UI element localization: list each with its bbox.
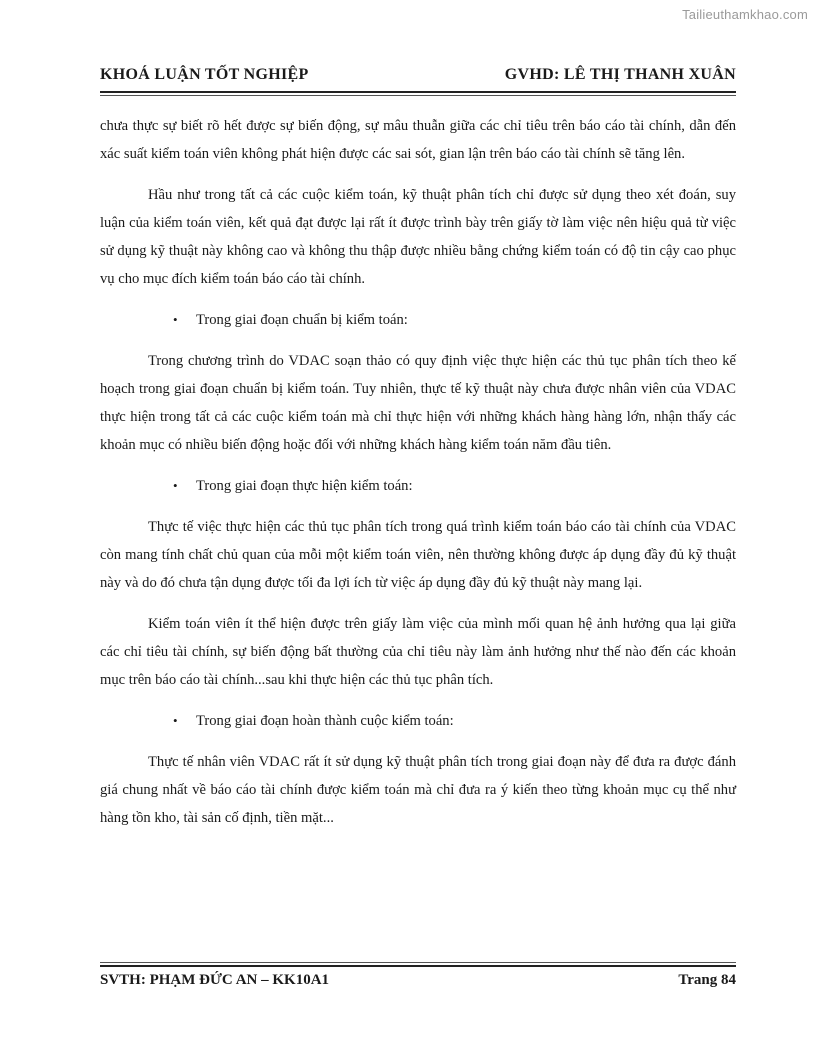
paragraph-6: Thực tế nhân viên VDAC rất ít sử dụng kỹ thuật phân tích trong giai đoạn này để đưa ra được đánh giá chung nhất về báo cáo tài chính được kiểm toán mà chỉ đưa ra ý kiến theo từng khoản mục cụ thể như hàng tồn kho, tài sản cố định, tiền mặt...: [100, 754, 736, 826]
page-footer: [100, 972, 736, 994]
page-body: [100, 112, 736, 832]
page-header: [100, 66, 736, 90]
bullet-label: Trong giai đoạn thực hiện kiểm toán:: [196, 478, 413, 494]
footer-rule: [100, 965, 736, 967]
header-rule: [100, 91, 736, 93]
bullet-icon: •: [173, 312, 178, 327]
bullet-completion: [100, 707, 736, 735]
paragraph-5: Kiểm toán viên ít thể hiện được trên giấy làm việc của mình mối quan hệ ảnh hưởng qua lại giữa các chỉ tiêu tài chính, sự biến động bất thường của chỉ tiêu này làm ảnh hưởng như thế nào đến các khoản mục trên báo cáo tài chính...sau khi thực hiện các thủ tục phân tích.: [100, 616, 736, 688]
bullet-execution: [100, 472, 736, 500]
paragraph-1: chưa thực sự biết rõ hết được sự biến động, sự mâu thuẫn giữa các chỉ tiêu trên báo cáo tài chính, dẫn đến xác suất kiểm toán viên không phát hiện được các sai sót, gian lận trên báo cáo tài chính sẽ tăng lên.: [100, 118, 736, 162]
watermark: Tailieuthamkhao.com: [682, 7, 808, 22]
footer-author: SVTH: PHẠM ĐỨC AN – KK10A1: [100, 972, 330, 988]
bullet-preparation: [100, 306, 736, 334]
paragraph-4: Thực tế việc thực hiện các thủ tục phân tích trong quá trình kiểm toán báo cáo tài chính của VDAC còn mang tính chất chủ quan của mỗi một kiểm toán viên, nên thường không được áp dụng đầy đủ kỹ thuật này và do đó chưa tận dụng được tối đa lợi ích từ việc áp dụng đầy đủ kỹ thuật này mang lại.: [100, 519, 736, 591]
header-rule-thin: [100, 95, 736, 96]
paragraph-3: Trong chương trình do VDAC soạn thảo có quy định việc thực hiện các thủ tục phân tích theo kế hoạch trong giai đoạn chuẩn bị kiểm toán. Tuy nhiên, thực tế kỹ thuật này chưa được nhân viên của VDAC thực hiện trong tất cả các cuộc kiểm toán mà chỉ thực hiện với những khách hàng hàng lớn, nhận thấy các khoản mục có nhiều biến động hoặc đối với những khách hàng kiểm toán năm đầu tiên.: [100, 353, 736, 453]
page-number: Trang 84: [678, 972, 736, 988]
bullet-icon: •: [173, 713, 178, 728]
header-advisor: GVHD: LÊ THỊ THANH XUÂN: [504, 66, 736, 83]
paragraph-2: Hầu như trong tất cả các cuộc kiểm toán, kỹ thuật phân tích chỉ được sử dụng theo xét đoán, suy luận của kiểm toán viên, kết quả đạt được lại rất ít được trình bày trên giấy tờ làm việc nên hiệu quả từ việc sử dụng kỹ thuật này không cao và không thu thập được nhiều bằng chứng kiểm toán có độ tin cậy cao phục vụ cho mục đích kiểm toán báo cáo tài chính.: [100, 187, 736, 287]
bullet-label: Trong giai đoạn hoàn thành cuộc kiểm toán:: [196, 713, 454, 729]
header-title: KHOÁ LUẬN TỐT NGHIỆP: [100, 66, 309, 83]
bullet-icon: •: [173, 478, 178, 493]
bullet-label: Trong giai đoạn chuẩn bị kiểm toán:: [196, 312, 408, 328]
footer-rule-thin: [100, 962, 736, 963]
